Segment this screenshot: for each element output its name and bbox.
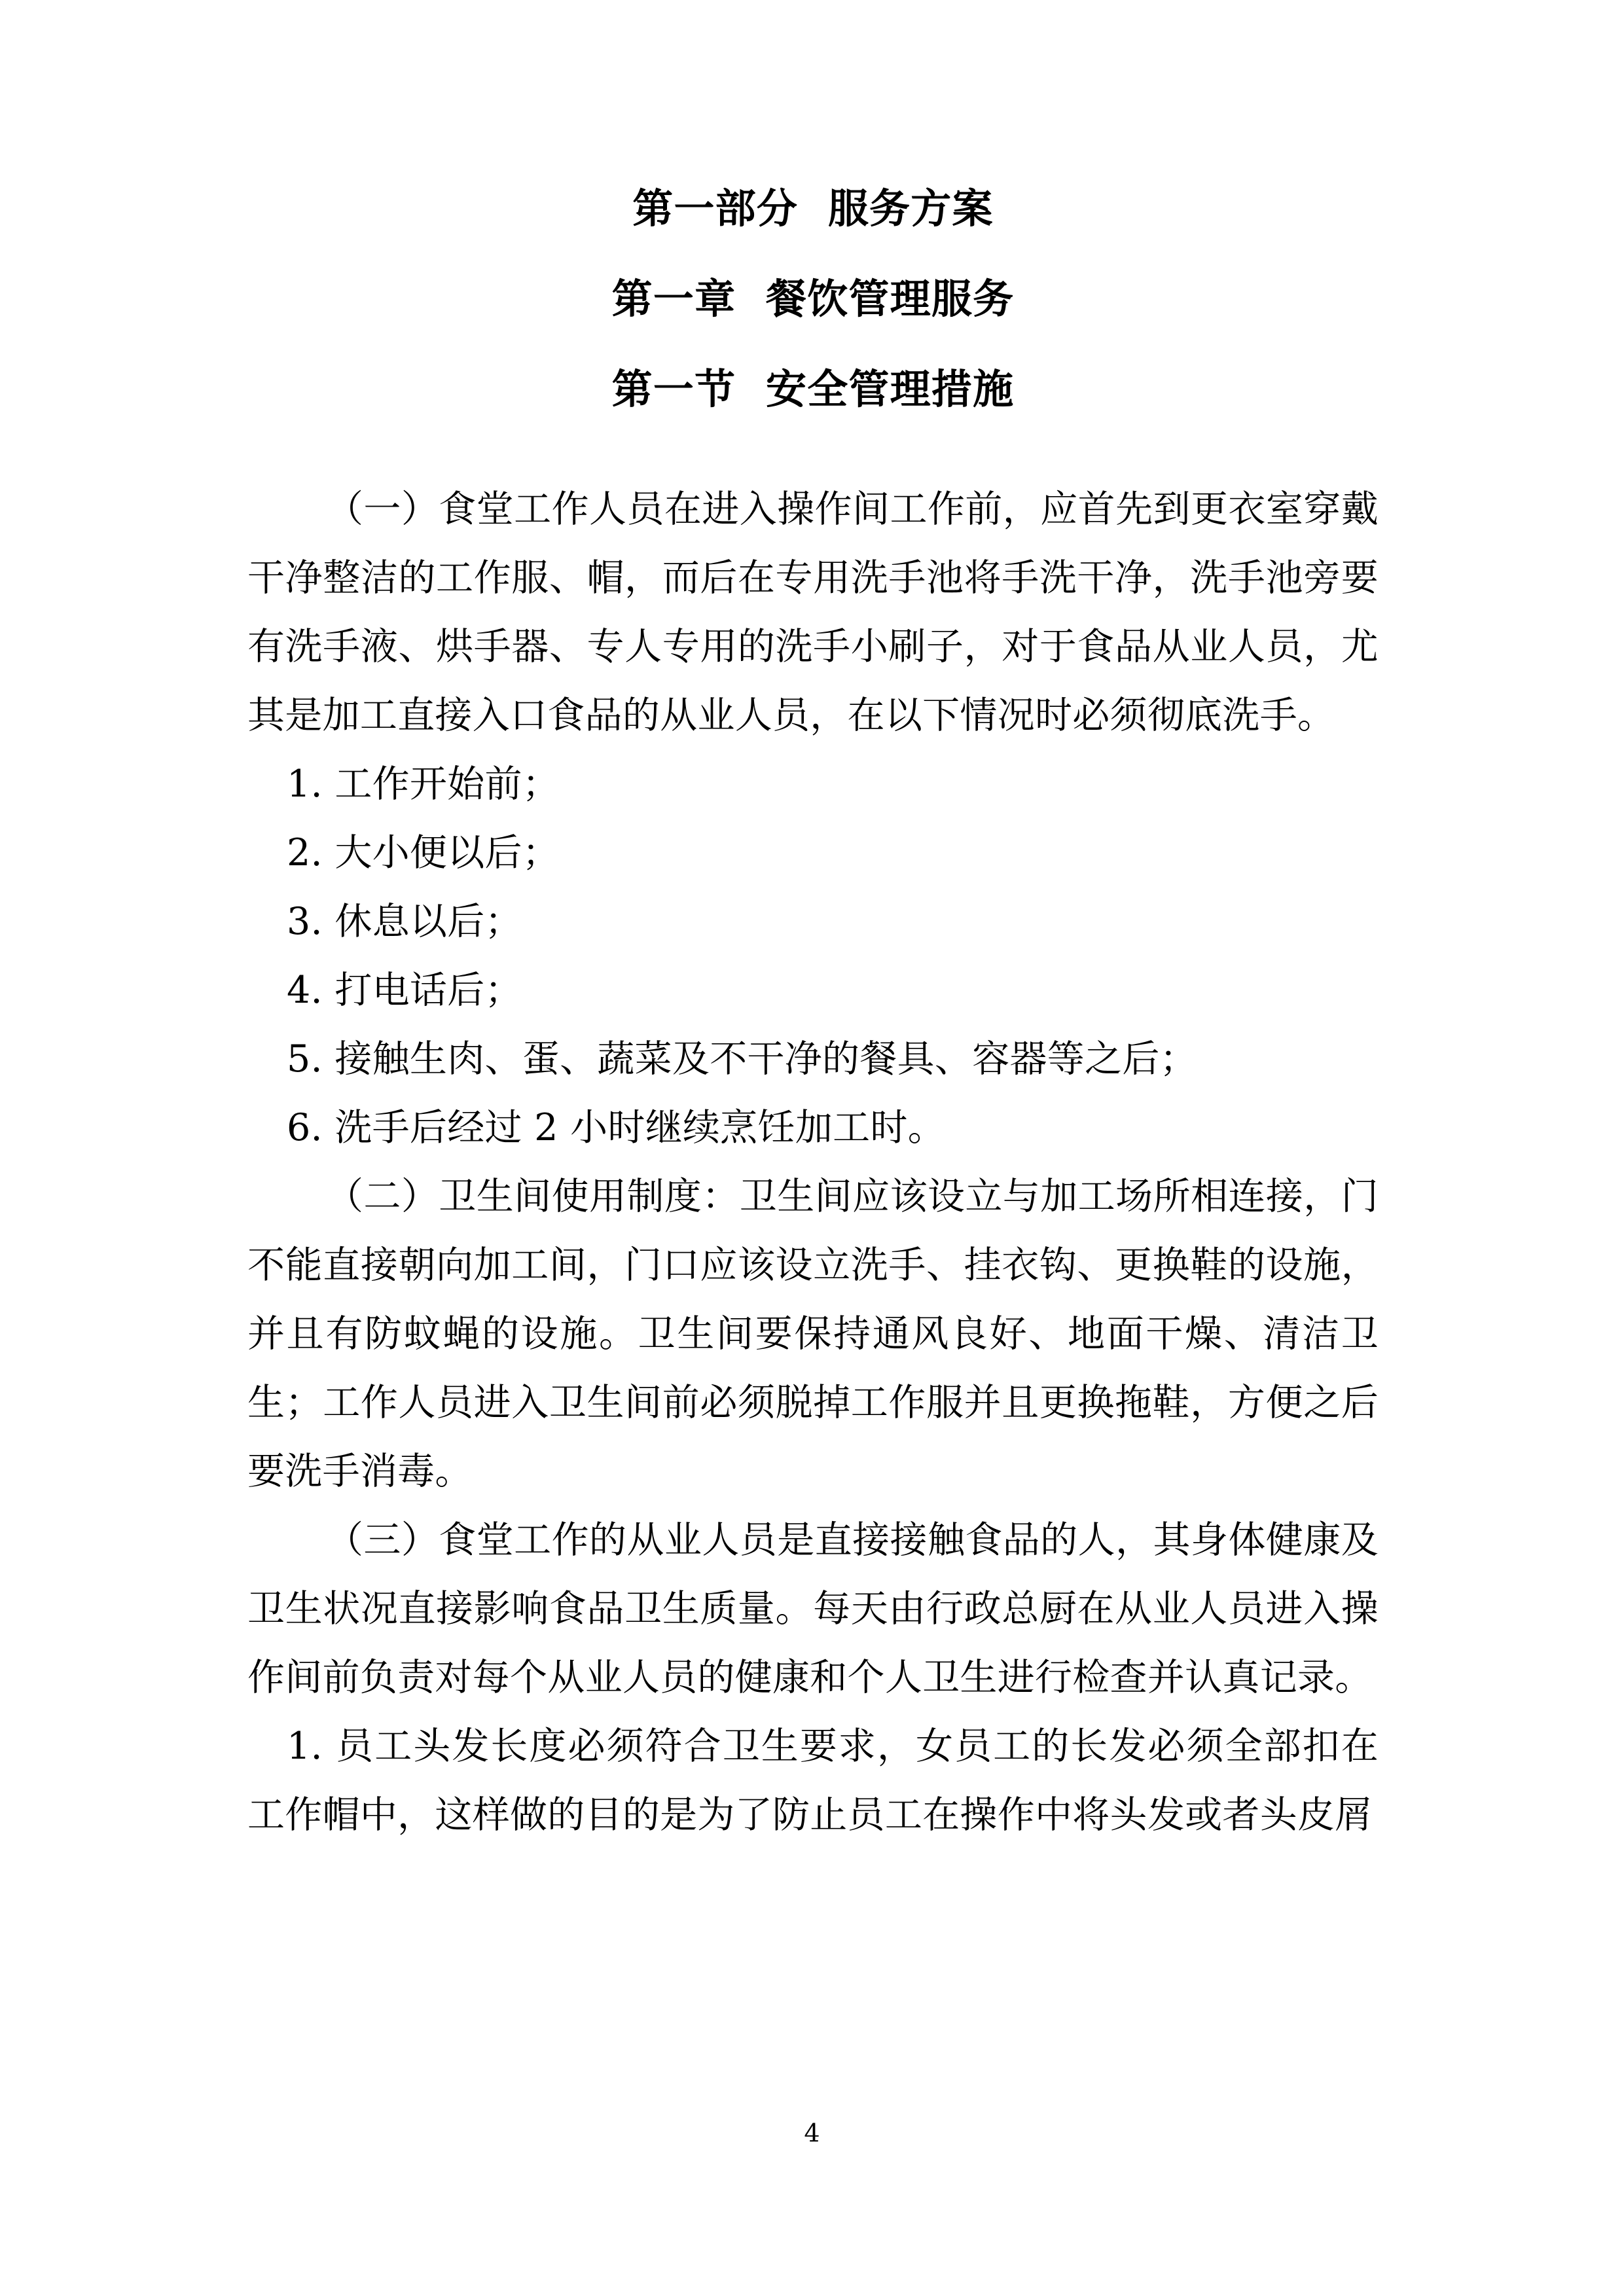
heading-section: 第一节 安全管理措施 [611, 365, 1015, 413]
paragraph-item-three: （三）食堂工作的从业人员是直接接触食品的人，其身体健康及卫生状况直接影响食品卫生质量。每天由行政总厨在从业人员进入操作间前负责对每个从业人员的健康和个人卫生进行检查并认真记录。 [247, 1518, 1379, 1699]
list-item: 3. 休息以后； [287, 900, 522, 943]
page-content [247, 0, 1379, 1850]
heading-chapter: 第一章 餐饮管理服务 [611, 275, 1015, 323]
paragraph-item-two: （二）卫生间使用制度：卫生间应该设立与加工场所相连接，门不能直接朝向加工间，门口应该设立洗手、挂衣钩、更换鞋的设施，并且有防蚊蝇的设施。卫生间要保持通风良好、地面干燥、清洁卫生；工作人员进入卫生间前必须脱掉工作服并且更换拖鞋，方便之后要洗手消毒。 [247, 1175, 1379, 1493]
list-item: 6. 洗手后经过 2 小时继续烹饪加工时。 [287, 1106, 945, 1149]
list-item: 2. 大小便以后； [287, 831, 560, 874]
heading-part: 第一部分 服务方案 [632, 185, 994, 232]
list-item: 4. 打电话后； [287, 969, 522, 1012]
page-number: 4 [804, 2119, 820, 2147]
list-item: 1. 工作开始前； [287, 762, 560, 806]
list-item: 5. 接触生肉、蛋、蔬菜及不干净的餐具、容器等之后； [287, 1037, 1197, 1081]
paragraph-item-one: （一）食堂工作人员在进入操作间工作前，应首先到更衣室穿戴干净整洁的工作服、帽，而后在专用洗手池将手洗干净，洗手池旁要有洗手液、烘手器、专人专用的洗手小刷子，对于食品从业人员，尤其是加工直接入口食品的从业人员，在以下情况时必须彻底洗手。 [247, 488, 1379, 737]
paragraph-sub-item-one: 1. 员工头发长度必须符合卫生要求，女员工的长发必须全部扣在工作帽中，这样做的目的是为了防止员工在操作中将头发或者头皮屑 [247, 1725, 1379, 1837]
